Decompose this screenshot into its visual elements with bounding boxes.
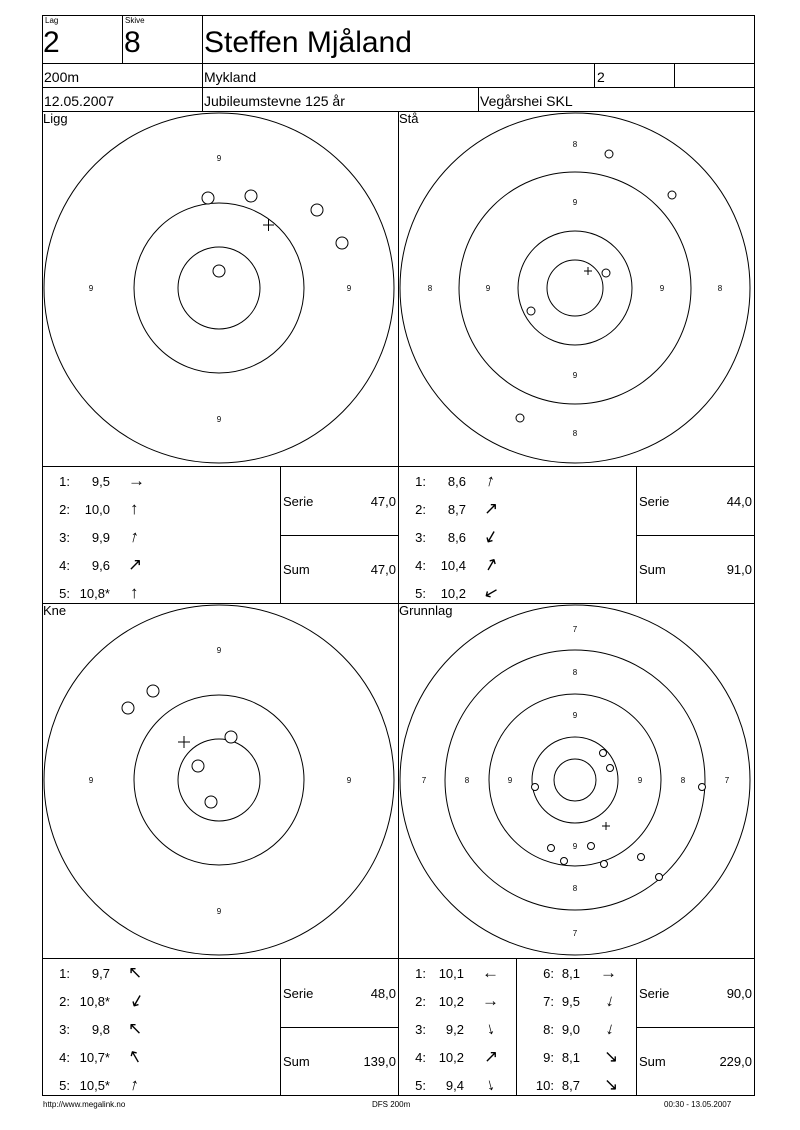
ring-label: 9: [346, 284, 352, 293]
shot-score: 10,0: [84, 502, 110, 517]
shot-score: 9,5: [561, 994, 580, 1009]
ring-label: 8: [464, 776, 470, 785]
shot-number: 1:: [415, 474, 426, 489]
shot-hole: [213, 265, 225, 277]
shot-number: 1:: [59, 966, 70, 981]
date: 12.05.2007: [44, 93, 115, 109]
shot-row: [42, 1074, 280, 1102]
shot-direction-arrow-icon: ↘: [604, 1047, 619, 1066]
shot-hole: [192, 760, 204, 772]
ligg-sum-value: 47,0: [370, 562, 396, 577]
shot-direction-arrow-icon: ↗: [128, 555, 143, 574]
shot-hole: [588, 843, 595, 850]
shot-direction-arrow-icon: ↖: [128, 1019, 143, 1038]
shot-row: [398, 498, 636, 526]
shot-hole: [532, 784, 539, 791]
shot-row: [398, 582, 636, 610]
shot-score: 9,9: [91, 530, 110, 545]
sta-target: [398, 112, 755, 466]
kne-serie-value: 48,0: [370, 986, 396, 1001]
shot-row: [516, 962, 636, 990]
ring-label: 8: [572, 140, 578, 149]
shot-score: 9,5: [91, 474, 110, 489]
kne-sum-value: 139,0: [363, 1054, 396, 1069]
sta-sum-value: 91,0: [726, 562, 752, 577]
shot-score: 8,6: [447, 474, 466, 489]
shot-direction-arrow-icon: ↙: [127, 989, 147, 1012]
ring-label: 9: [637, 776, 643, 785]
shot-direction-arrow-icon: ←: [482, 963, 499, 982]
ring-label: 8: [572, 884, 578, 893]
shot-score: 10,7*: [79, 1050, 110, 1065]
shot-hole: [311, 204, 323, 216]
shot-hole: [561, 858, 568, 865]
ring-label: 7: [724, 776, 730, 785]
shot-direction-arrow-icon: ↑: [483, 470, 497, 491]
skive-value: 8: [124, 26, 141, 59]
ring-label: 9: [216, 907, 222, 916]
ring-inner: [178, 247, 260, 329]
ring-label: 9: [507, 776, 513, 785]
shot-hole: [638, 854, 645, 861]
shot-number: 3:: [59, 1022, 70, 1037]
shot-direction-arrow-icon: ↘: [604, 1075, 619, 1094]
kne-target: [42, 604, 398, 958]
shot-direction-arrow-icon: ↑: [130, 583, 139, 602]
ligg-serie-value: 47,0: [370, 494, 396, 509]
ring-inner: [547, 260, 603, 316]
shooter-name: Steffen Mjåland: [204, 26, 412, 59]
ring-label: 7: [421, 776, 427, 785]
shot-score: 9,7: [91, 966, 110, 981]
shot-direction-arrow-icon: ↖: [128, 963, 143, 982]
grunnlag-sum-label: Sum: [639, 1054, 666, 1069]
center-cross: [584, 267, 592, 275]
ring-label: 8: [680, 776, 686, 785]
sta-title: Stå: [399, 111, 419, 126]
ring-inner: [178, 739, 260, 821]
shot-number: 1:: [59, 474, 70, 489]
shot-hole: [516, 414, 524, 422]
ring-label: 9: [572, 842, 578, 851]
organizer: Vegårshei SKL: [480, 93, 573, 109]
shot-score: 9,8: [91, 1022, 110, 1037]
shot-number: 7:: [543, 994, 554, 1009]
shot-row: [516, 1018, 636, 1046]
shot-number: 4:: [415, 1050, 426, 1065]
shot-row: [398, 526, 636, 554]
shot-hole: [668, 191, 676, 199]
ring-inner: [554, 759, 596, 801]
shot-direction-arrow-icon: ↙: [481, 525, 501, 548]
shot-row: [42, 470, 280, 498]
shot-direction-arrow-icon: ↑: [130, 499, 139, 518]
shot-direction-arrow-icon: →: [482, 991, 499, 1010]
shot-hole: [605, 150, 613, 158]
ring-label: 9: [659, 284, 665, 293]
shot-number: 5:: [59, 1078, 70, 1093]
shot-score: 8,1: [561, 966, 580, 981]
shot-score: 10,2: [438, 994, 464, 1009]
shot-direction-arrow-icon: ↑: [127, 1074, 141, 1095]
distance: 200m: [44, 69, 80, 85]
shot-direction-arrow-icon: ↓: [603, 990, 617, 1011]
ligg-sum-label: Sum: [283, 562, 310, 577]
ring-label: 9: [88, 284, 94, 293]
shot-direction-arrow-icon: ↓: [603, 1018, 617, 1039]
shot-direction-arrow-icon: ↗: [484, 499, 499, 518]
shot-hole: [600, 750, 607, 757]
shot-row: [516, 1046, 636, 1074]
shot-number: 3:: [415, 1022, 426, 1037]
shot-number: 9:: [543, 1050, 554, 1065]
shot-row: [516, 1074, 636, 1102]
shot-hole: [548, 845, 555, 852]
shot-number: 2:: [415, 502, 426, 517]
shot-hole: [245, 190, 257, 202]
shot-direction-arrow-icon: ↙: [481, 581, 501, 604]
ring-label: 9: [216, 646, 222, 655]
shot-score: 8,6: [447, 530, 466, 545]
shot-number: 3:: [59, 530, 70, 545]
ring-2: [445, 650, 705, 910]
shot-row: [42, 1018, 280, 1046]
shot-number: 5:: [59, 586, 70, 601]
center-cross: [602, 822, 610, 830]
shot-number: 4:: [59, 1050, 70, 1065]
ring-label: 9: [216, 415, 222, 424]
kne-serie-label: Serie: [283, 986, 314, 1001]
footer-timestamp: 00:30 - 13.05.2007: [664, 1100, 732, 1109]
ring-outer: [400, 113, 750, 463]
footer-program: DFS 200m: [372, 1100, 411, 1109]
sta-serie-value: 44,0: [726, 494, 752, 509]
ring-outer: [44, 113, 394, 463]
shot-row: [516, 990, 636, 1018]
shot-number: 4:: [415, 558, 426, 573]
shot-score: 10,8*: [79, 586, 110, 601]
shot-number: 2:: [59, 994, 70, 1009]
grunnlag-title: Grunnlag: [399, 603, 453, 618]
footer-url[interactable]: http://www.megalink.no: [43, 1100, 126, 1109]
shot-number: 6:: [543, 966, 554, 981]
shot-hole: [336, 237, 348, 249]
shot-row: [42, 498, 280, 526]
shot-direction-arrow-icon: ↑: [127, 526, 141, 547]
shot-number: 4:: [59, 558, 70, 573]
ring-label: 9: [572, 371, 578, 380]
shot-direction-arrow-icon: ↖: [125, 1045, 145, 1068]
ring-middle: [134, 203, 304, 373]
shot-row: [398, 990, 516, 1018]
shot-number: 2:: [415, 994, 426, 1009]
grunnlag-serie-label: Serie: [639, 986, 670, 1001]
shot-hole: [527, 307, 535, 315]
sta-serie-label: Serie: [639, 494, 670, 509]
ligg-target: [42, 112, 398, 466]
shot-score: 10,1: [438, 966, 464, 981]
shot-row: [398, 554, 636, 582]
grunnlag-target: [398, 604, 755, 958]
ring-label: 8: [572, 668, 578, 677]
shot-score: 9,2: [445, 1022, 464, 1037]
ring-label: 9: [485, 284, 491, 293]
shot-row: [42, 1046, 280, 1074]
ring-middle: [134, 695, 304, 865]
shot-score: 8,7: [447, 502, 466, 517]
shot-row: [42, 526, 280, 554]
shot-row: [398, 1018, 516, 1046]
ring-label: 9: [572, 711, 578, 720]
shot-hole: [122, 702, 134, 714]
shot-number: 8:: [543, 1022, 554, 1037]
shot-score: 9,4: [445, 1078, 464, 1093]
ring-outer: [400, 605, 750, 955]
shot-hole: [607, 765, 614, 772]
shot-hole: [147, 685, 159, 697]
shot-score: 10,2: [440, 586, 466, 601]
shot-row: [398, 1074, 516, 1102]
lag-value: 2: [43, 26, 60, 59]
ring-label: 8: [717, 284, 723, 293]
center-cross: [263, 219, 274, 231]
shot-number: 1:: [415, 966, 426, 981]
shot-row: [42, 990, 280, 1018]
shot-row: [42, 962, 280, 990]
shot-number: 2:: [59, 502, 70, 517]
shot-hole: [601, 861, 608, 868]
ligg-title: Ligg: [43, 111, 68, 126]
kne-sum-label: Sum: [283, 1054, 310, 1069]
shot-number: 3:: [415, 530, 426, 545]
shot-direction-arrow-icon: ↗: [481, 553, 501, 576]
shot-hole: [202, 192, 214, 204]
lag-label: Lag: [45, 16, 59, 25]
shot-number: 5:: [415, 586, 426, 601]
shot-score: 9,0: [561, 1022, 580, 1037]
shot-score: 8,1: [561, 1050, 580, 1065]
shot-score: 8,7: [561, 1078, 580, 1093]
shot-hole: [602, 269, 610, 277]
kne-title: Kne: [43, 603, 67, 618]
ring-label: 8: [572, 429, 578, 438]
ring-label: 9: [572, 198, 578, 207]
shot-row: [398, 962, 516, 990]
ligg-serie-label: Serie: [283, 494, 314, 509]
shot-score: 10,4: [440, 558, 466, 573]
sta-sum-label: Sum: [639, 562, 666, 577]
shot-row: [398, 470, 636, 498]
shot-number: 5:: [415, 1078, 426, 1093]
shot-score: 10,2: [438, 1050, 464, 1065]
shot-number: 10:: [535, 1078, 554, 1093]
shot-score: 10,5*: [79, 1078, 110, 1093]
shot-hole: [225, 731, 237, 743]
event: Jubileumstevne 125 år: [204, 93, 345, 109]
shot-row: [42, 554, 280, 582]
club: Mykland: [204, 69, 257, 85]
shot-row: [398, 1046, 516, 1074]
shot-hole: [656, 874, 663, 881]
skive-label: Skive: [125, 16, 145, 25]
shot-hole: [205, 796, 217, 808]
center-cross: [178, 736, 190, 748]
ring-label: 9: [346, 776, 352, 785]
ring-label: 7: [572, 625, 578, 634]
shot-direction-arrow-icon: ↗: [484, 1047, 499, 1066]
shot-direction-arrow-icon: →: [128, 471, 145, 490]
shot-direction-arrow-icon: ↓: [483, 1018, 497, 1039]
grunnlag-serie-value: 90,0: [726, 986, 752, 1001]
class: 2: [597, 69, 605, 85]
shot-score: 9,6: [91, 558, 110, 573]
shot-row: [42, 582, 280, 610]
ring-3: [518, 231, 632, 345]
ring-outer: [44, 605, 394, 955]
grunnlag-sum-value: 229,0: [719, 1054, 752, 1069]
shot-direction-arrow-icon: ↓: [483, 1074, 497, 1095]
ring-label: 9: [216, 154, 222, 163]
shot-hole: [699, 784, 706, 791]
shot-score: 10,8*: [79, 994, 110, 1009]
shot-direction-arrow-icon: →: [600, 963, 617, 982]
ring-label: 9: [88, 776, 94, 785]
ring-label: 8: [427, 284, 433, 293]
ring-label: 7: [572, 929, 578, 938]
